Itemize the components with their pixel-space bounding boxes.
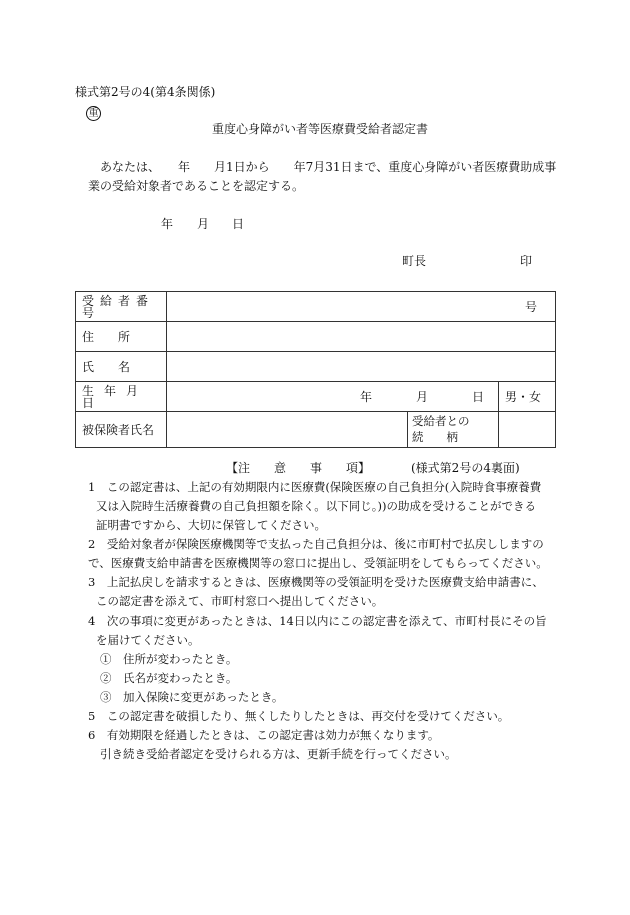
name-label: 氏 名 xyxy=(76,352,167,382)
notes-heading-reference: (様式第2号の4裏面) xyxy=(411,461,520,475)
list-item: この認定書を添えて、市町村窓口へ提出してください。 xyxy=(96,594,384,608)
table-row xyxy=(76,322,556,352)
birth-month: 月 xyxy=(415,389,428,404)
date-day: 日 xyxy=(232,217,245,231)
list-item: 2 受給対象者が保険医療機関等で支払った自己負担分は、後に市町村で払戻ししますの xyxy=(88,537,544,551)
list-item: 引き続き受給者認定を受けられる方は、更新手続を行ってください。 xyxy=(100,747,457,761)
list-item: 5 この認定書を破損したり、無くしたりしたときは、再交付を受けてください。 xyxy=(88,709,510,723)
table-row xyxy=(76,292,556,322)
list-item: を届けてください。 xyxy=(96,633,200,647)
notes-heading: 【注 意 事 項】 xyxy=(226,461,371,475)
gender-value: 男・女 xyxy=(499,382,556,412)
list-item: ③ 加入保険に変更があったとき。 xyxy=(100,690,284,704)
certification-line-2: 業の受給対象者であることを認定する。 xyxy=(88,179,305,193)
birthdate-value xyxy=(167,382,499,412)
seal-label: 印 xyxy=(520,254,533,268)
list-item: で、医療費支給申請書を医療機関等の窓口に提出し、受領証明をしてもらってください。 xyxy=(88,556,548,570)
birthdate-label: 生年月日 xyxy=(76,382,167,412)
table-row xyxy=(76,352,556,382)
date-year: 年 xyxy=(161,217,174,231)
list-item: 3 上記払戻しを請求するときは、医療機関等の受領証明を受けた医療費支給申請書に、 xyxy=(88,575,544,589)
seal-mark: 重 xyxy=(86,106,101,121)
table-row xyxy=(76,412,556,448)
address-value xyxy=(167,322,556,352)
form-number: 様式第2号の4(第4条関係) xyxy=(75,85,216,99)
date-month: 月 xyxy=(197,217,210,231)
recipient-number-value: 号 xyxy=(167,292,556,322)
table-row xyxy=(76,382,556,412)
list-item: 証明書ですから、大切に保管してください。 xyxy=(96,518,326,532)
birth-year: 年 xyxy=(359,389,372,404)
insured-name-value xyxy=(167,412,408,448)
name-value xyxy=(167,352,556,382)
document-title: 重度心身障がい者等医療費受給者認定書 xyxy=(212,122,429,136)
list-item: ② 氏名が変わったとき。 xyxy=(100,671,238,685)
recipient-info-table xyxy=(75,291,556,448)
address-label: 住 所 xyxy=(76,322,167,352)
insured-name-label: 被保険者氏名 xyxy=(76,412,167,448)
relationship-label: 受給者との 続 柄 xyxy=(408,412,499,448)
list-item: ① 住所が変わったとき。 xyxy=(100,652,238,666)
list-item: 6 有効期限を経過したときは、この認定書は効力が無くなります。 xyxy=(88,728,440,742)
list-item: 又は入院時生活療養費の自己負担額を除く。以下同じ。))の助成を受けることができる xyxy=(96,499,536,513)
mayor-label: 町長 xyxy=(402,254,427,268)
relationship-value xyxy=(499,412,556,448)
list-item: 4 次の事項に変更があったときは、14日以内にこの認定書を添えて、市町村長にその旨 xyxy=(88,614,547,628)
list-item: 1 この認定書は、上記の有効期限内に医療費(保険医療の自己負担分(入院時食事療養費 xyxy=(88,480,542,494)
recipient-number-label: 受給者番号 xyxy=(76,292,167,322)
birth-day: 日 xyxy=(471,389,484,404)
certification-line-1: あなたは、 年 月1日から 年7月31日まで、重度心身障がい者医療費助成事 xyxy=(100,160,557,174)
